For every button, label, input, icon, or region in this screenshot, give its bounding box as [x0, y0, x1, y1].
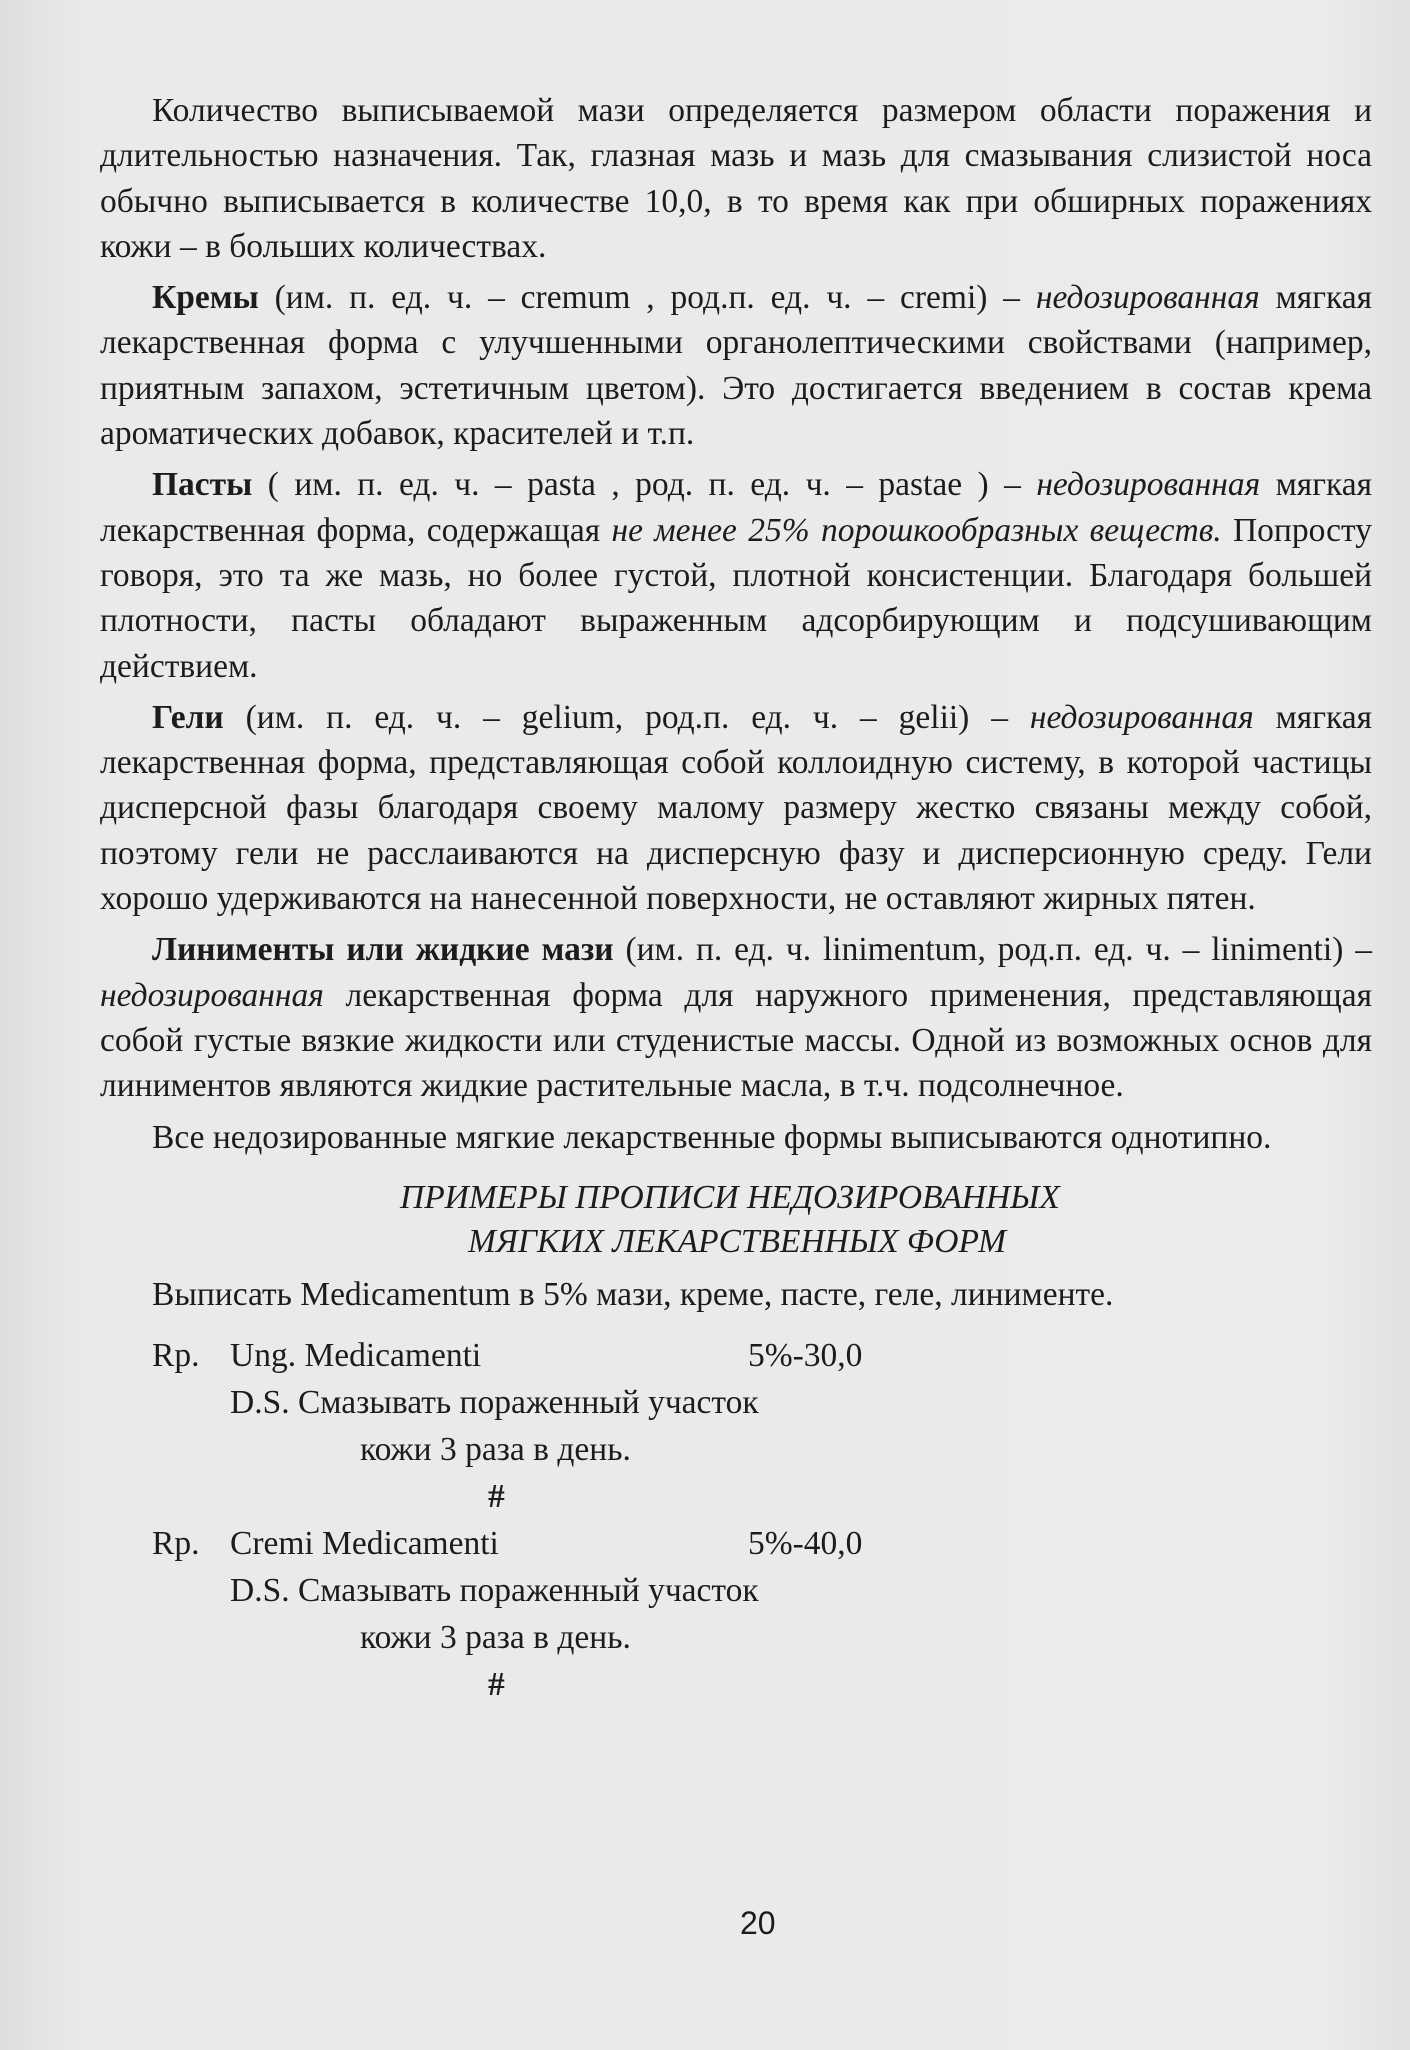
grammar-note: (им. п. ед. ч. linimentum, род.п. ед. ч. – linimenti) –	[613, 931, 1372, 969]
signature-text: D.S. Смазывать пораженный участок	[230, 1383, 759, 1421]
signature-text: D.S. Смазывать пораженный участок	[230, 1571, 759, 1609]
form-kind: недозированная	[1029, 698, 1254, 736]
separator-mark: #	[488, 1665, 505, 1703]
signature-line	[100, 1568, 1372, 1615]
prescription-cream	[100, 1521, 1372, 1709]
term-creams: Кремы	[152, 279, 259, 317]
signature-text: кожи 3 раза в день.	[360, 1430, 631, 1468]
separator-line	[100, 1662, 1372, 1709]
page-number: 20	[740, 1905, 776, 1941]
medication-dose: 5%-40,0	[748, 1524, 863, 1562]
paragraph-gels	[100, 695, 1372, 921]
grammar-note: ( им. п. ед. ч. – pasta , род. п. ед. ч. – pastae ) –	[252, 466, 1037, 504]
grammar-note: (им. п. ед. ч. – cremum , род.п. ед. ч. – cremi) –	[258, 279, 1036, 317]
recipe-mark: Rp.	[152, 1336, 200, 1374]
paragraph-text: Попросту говоря, это та же мазь, но более густой, плотной консистенции. Благодаря большей плотности, пасты обладают выраженным адсорбирующим и подсушивающим действием.	[100, 511, 1372, 685]
paragraph-ointment-quantity	[100, 88, 1372, 269]
paragraph-all-forms	[100, 1115, 1372, 1160]
paragraph-text: Количество выписываемой мази определяется размером области поражения и длительностью назначения. Так, глазная мазь и мазь для смазывания слизистой носа обычно выписывается в количестве 10,0, в то время как при обширных поражениях кожи – в больших количествах.	[100, 92, 1372, 265]
signature-line	[100, 1615, 1372, 1662]
paragraph-text: мягкая лекарственная форма, содержащая	[100, 466, 1372, 549]
heading-line-1: ПРИМЕРЫ ПРОПИСИ НЕДОЗИРОВАННЫХ	[400, 1178, 1060, 1216]
form-kind: недозированная	[1035, 279, 1260, 317]
separator-mark: #	[488, 1477, 505, 1515]
paragraph-text: мягкая лекарственная форма, представляющая собой коллоидную систему, в которой частицы дисперсной фазы благодаря своему малому размеру жестко связаны между собой, поэтому гели не расслаиваются на дисперсную фазу и дисперсионную среду. Гели хорошо удерживаются на нанесенной поверхности, не оставляют жирных пятен.	[100, 698, 1372, 918]
prescription-line	[100, 1333, 1372, 1380]
term-pastes: Пасты	[152, 466, 253, 504]
paragraph-pastes	[100, 462, 1372, 688]
form-kind: недозированная	[1036, 466, 1261, 504]
paragraph-creams	[100, 275, 1372, 456]
grammar-note: (им. п. ед. ч. – gelium, род.п. ед. ч. – gelii) –	[223, 698, 1030, 736]
task-statement: Выписать Medicamentum в 5% мази, креме, пасте, геле, линименте.	[152, 1275, 1114, 1313]
medication-dose: 5%-30,0	[748, 1336, 863, 1374]
paragraph-text: Все недозированные мягкие лекарственные формы выписываются однотипно.	[152, 1118, 1272, 1156]
prescription-ointment	[100, 1333, 1372, 1521]
signature-text: кожи 3 раза в день.	[360, 1618, 631, 1656]
form-kind: недозированная	[100, 976, 324, 1014]
medication-name: Ung. Medicamenti	[230, 1336, 482, 1374]
term-liniments: Линименты или жидкие мази	[152, 931, 614, 969]
paragraph-text: лекарственная форма для наружного применения, представляющая собой густые вязкие жидкости или студенистые массы. Одной из возможных основ для линиментов являются жидкие растительные масла, в т.ч. подсолнечное.	[100, 976, 1372, 1105]
recipe-mark: Rp.	[152, 1524, 200, 1562]
separator-line	[100, 1474, 1372, 1521]
emphasis-text: не менее 25% порошкообразных веществ.	[611, 511, 1222, 549]
paragraph-text: мягкая лекарственная форма с улучшенными органолептическими свойствами (например, приятным запахом, эстетичным цветом). Это достигается введением в состав крема ароматических добавок, красителей и т.п.	[100, 279, 1372, 453]
paragraph-liniments	[100, 927, 1372, 1108]
medication-name: Cremi Medicamenti	[230, 1524, 499, 1562]
term-gels: Гели	[152, 698, 224, 736]
prescription-line	[100, 1521, 1372, 1568]
section-heading	[100, 1176, 1372, 1264]
heading-line-2: МЯГКИХ ЛЕКАРСТВЕННЫХ ФОРМ	[468, 1222, 1006, 1260]
signature-line	[100, 1380, 1372, 1427]
signature-line	[100, 1427, 1372, 1474]
